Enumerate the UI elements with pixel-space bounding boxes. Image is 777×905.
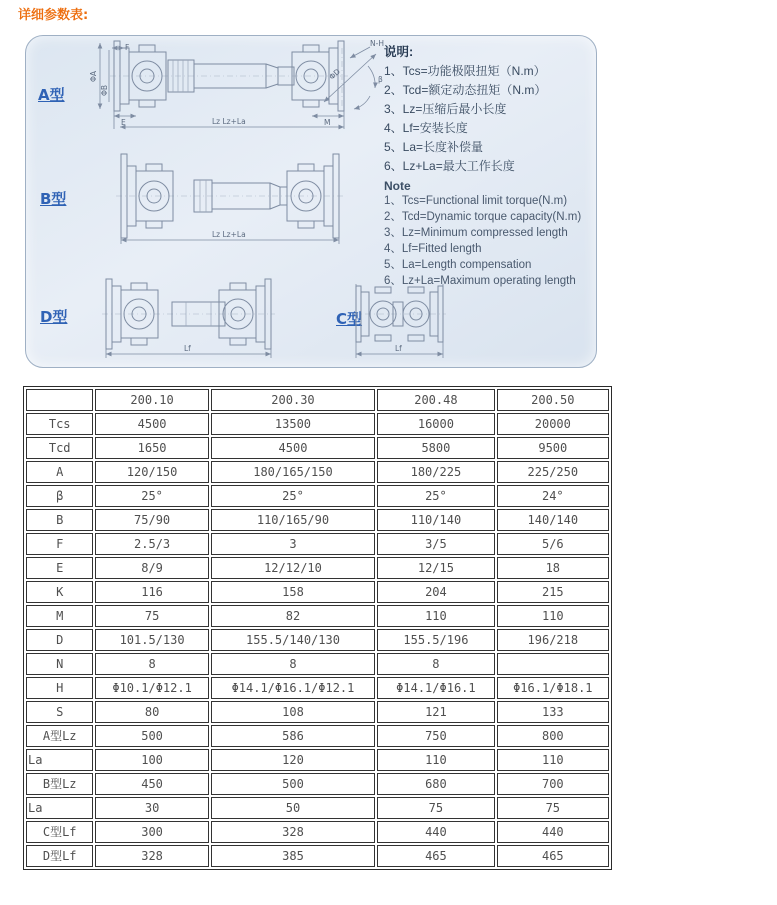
svg-text:Lz Lz+La: Lz Lz+La — [212, 117, 246, 126]
svg-text:M: M — [324, 118, 331, 127]
value-cell — [497, 653, 609, 675]
note-line-en: 5、La=Length compensation — [384, 259, 532, 271]
value-cell: 4500 — [95, 413, 208, 435]
row-label: M — [26, 605, 93, 627]
table-row — [26, 677, 609, 699]
value-cell: 180/225 — [377, 461, 494, 483]
value-cell: 25° — [211, 485, 375, 507]
notes-block — [384, 42, 592, 289]
shaft-drawing-c — [352, 286, 446, 342]
value-cell: 450 — [95, 773, 208, 795]
column-header: 200.30 — [211, 389, 375, 411]
row-label: B — [26, 509, 93, 531]
value-cell: 385 — [211, 845, 375, 867]
value-cell: 30 — [95, 797, 208, 819]
table-row — [26, 701, 609, 723]
row-label: Tcs — [26, 413, 93, 435]
notes-en-title: Note — [384, 179, 411, 193]
svg-text:F: F — [125, 43, 130, 52]
value-cell: 5/6 — [497, 533, 609, 555]
row-label: A型Lz — [26, 725, 93, 747]
value-cell: 5800 — [377, 437, 494, 459]
value-cell: 8/9 — [95, 557, 208, 579]
value-cell: 25° — [377, 485, 494, 507]
value-cell: 440 — [377, 821, 494, 843]
svg-text:ΦA: ΦA — [89, 70, 98, 82]
table-row — [26, 437, 609, 459]
value-cell: 116 — [95, 581, 208, 603]
value-cell: 110/165/90 — [211, 509, 375, 531]
value-cell: 3 — [211, 533, 375, 555]
table-row — [26, 845, 609, 867]
value-cell: 110 — [377, 605, 494, 627]
shaft-drawing-b — [116, 154, 344, 238]
note-line-en: 2、Tcd=Dynamic torque capacity(N.m) — [384, 211, 582, 223]
value-cell: 440 — [497, 821, 609, 843]
row-label: A — [26, 461, 93, 483]
value-cell: 133 — [497, 701, 609, 723]
type-label-b: B型 — [40, 190, 67, 208]
row-label: Tcd — [26, 437, 93, 459]
type-label-a: A型 — [38, 86, 65, 104]
svg-text:Lf: Lf — [184, 344, 191, 353]
value-cell: Φ10.1/Φ12.1 — [95, 677, 208, 699]
value-cell: 25° — [95, 485, 208, 507]
value-cell: 80 — [95, 701, 208, 723]
row-label: D型Lf — [26, 845, 93, 867]
table-row — [26, 773, 609, 795]
value-cell: 328 — [211, 821, 375, 843]
value-cell: 328 — [95, 845, 208, 867]
value-cell: 158 — [211, 581, 375, 603]
value-cell: 100 — [95, 749, 208, 771]
type-label-c: C型 — [336, 310, 363, 328]
note-line-cn: 6、Lz+La=最大工作长度 — [384, 159, 515, 173]
value-cell: 12/15 — [377, 557, 494, 579]
value-cell: 24° — [497, 485, 609, 507]
notes-en-list — [384, 193, 592, 289]
column-header: 200.50 — [497, 389, 609, 411]
row-label: D — [26, 629, 93, 651]
value-cell: 110 — [497, 605, 609, 627]
value-cell: 196/218 — [497, 629, 609, 651]
page-title: 详细参数表: — [18, 8, 89, 23]
shaft-d-dimensions — [106, 281, 271, 358]
svg-text:β: β — [378, 75, 383, 84]
diagram-panel — [25, 35, 597, 368]
value-cell: 680 — [377, 773, 494, 795]
note-line-cn: 4、Lf=安装长度 — [384, 121, 468, 135]
note-line-en: 3、Lz=Minimum compressed length — [384, 227, 568, 239]
notes-cn-title: 说明: — [384, 45, 414, 59]
value-cell: 800 — [497, 725, 609, 747]
value-cell: 101.5/130 — [95, 629, 208, 651]
value-cell: 110/140 — [377, 509, 494, 531]
value-cell: 204 — [377, 581, 494, 603]
table-row — [26, 461, 609, 483]
value-cell: Φ16.1/Φ18.1 — [497, 677, 609, 699]
value-cell: 18 — [497, 557, 609, 579]
corner-cell — [26, 389, 93, 411]
value-cell: 108 — [211, 701, 375, 723]
value-cell: 75 — [95, 605, 208, 627]
value-cell: 50 — [211, 797, 375, 819]
row-label: S — [26, 701, 93, 723]
table-row — [26, 509, 609, 531]
row-label: F — [26, 533, 93, 555]
value-cell: 16000 — [377, 413, 494, 435]
value-cell: 215 — [497, 581, 609, 603]
parameter-table-body — [26, 413, 609, 867]
value-cell: 500 — [95, 725, 208, 747]
row-label: H — [26, 677, 93, 699]
value-cell: 8 — [95, 653, 208, 675]
note-line-cn: 5、La=长度补偿量 — [384, 140, 484, 154]
svg-text:ΦD: ΦD — [327, 66, 343, 82]
value-cell: 20000 — [497, 413, 609, 435]
row-label: β — [26, 485, 93, 507]
value-cell: 2.5/3 — [95, 533, 208, 555]
column-header: 200.48 — [377, 389, 494, 411]
value-cell: 180/165/150 — [211, 461, 375, 483]
note-line-en: 1、Tcs=Functional limit torque(N.m) — [384, 195, 568, 207]
value-cell: 4500 — [211, 437, 375, 459]
value-cell: 155.5/196 — [377, 629, 494, 651]
value-cell: 465 — [497, 845, 609, 867]
table-row — [26, 797, 609, 819]
row-label: E — [26, 557, 93, 579]
note-line-cn: 3、Lz=压缩后最小长度 — [384, 102, 507, 116]
table-row — [26, 749, 609, 771]
table-row — [26, 557, 609, 579]
value-cell: Φ14.1/Φ16.1/Φ12.1 — [211, 677, 375, 699]
table-row — [26, 413, 609, 435]
value-cell: 82 — [211, 605, 375, 627]
value-cell: 700 — [497, 773, 609, 795]
row-label: La — [26, 797, 93, 819]
value-cell: 75 — [377, 797, 494, 819]
flange-angle-detail — [324, 39, 384, 109]
value-cell: 140/140 — [497, 509, 609, 531]
svg-text:N-H: N-H — [370, 39, 384, 48]
table-row — [26, 581, 609, 603]
row-label: B型Lz — [26, 773, 93, 795]
table-row — [26, 653, 609, 675]
value-cell: 8 — [211, 653, 375, 675]
svg-text:ΦB: ΦB — [100, 84, 109, 96]
table-row — [26, 485, 609, 507]
table-row — [26, 821, 609, 843]
value-cell: 120/150 — [95, 461, 208, 483]
note-line-cn: 1、Tcs=功能极限扭矩（N.m） — [384, 64, 546, 78]
row-label: La — [26, 749, 93, 771]
shaft-drawing-a — [110, 41, 348, 111]
value-cell: 12/12/10 — [211, 557, 375, 579]
svg-text:Lf: Lf — [395, 344, 402, 353]
table-header-row — [26, 389, 609, 411]
value-cell: 300 — [95, 821, 208, 843]
table-row — [26, 533, 609, 555]
value-cell: 110 — [497, 749, 609, 771]
value-cell: Φ14.1/Φ16.1 — [377, 677, 494, 699]
table-row — [26, 725, 609, 747]
table-row — [26, 629, 609, 651]
value-cell: 75 — [497, 797, 609, 819]
row-label: K — [26, 581, 93, 603]
note-line-en: 6、Lz+La=Maximum operating length — [384, 275, 576, 287]
value-cell: 750 — [377, 725, 494, 747]
value-cell: 465 — [377, 845, 494, 867]
column-header: 200.10 — [95, 389, 208, 411]
table-row — [26, 605, 609, 627]
parameter-table — [23, 386, 612, 870]
value-cell: 1650 — [95, 437, 208, 459]
value-cell: 8 — [377, 653, 494, 675]
value-cell: 155.5/140/130 — [211, 629, 375, 651]
notes-cn-list — [384, 62, 592, 176]
shaft-b-dimensions — [121, 154, 339, 244]
value-cell: 121 — [377, 701, 494, 723]
note-line-en: 4、Lf=Fitted length — [384, 243, 482, 255]
value-cell: 120 — [211, 749, 375, 771]
type-label-d: D型 — [40, 308, 68, 326]
shaft-drawing-d — [102, 279, 275, 349]
svg-text:Lz Lz+La: Lz Lz+La — [212, 230, 246, 239]
value-cell: 9500 — [497, 437, 609, 459]
value-cell: 586 — [211, 725, 375, 747]
svg-text:E: E — [121, 118, 126, 127]
value-cell: 110 — [377, 749, 494, 771]
value-cell: 3/5 — [377, 533, 494, 555]
value-cell: 225/250 — [497, 461, 609, 483]
row-label: N — [26, 653, 93, 675]
value-cell: 500 — [211, 773, 375, 795]
value-cell: 13500 — [211, 413, 375, 435]
shaft-a-dimensions — [89, 43, 344, 129]
row-label: C型Lf — [26, 821, 93, 843]
value-cell: 75/90 — [95, 509, 208, 531]
note-line-cn: 2、Tcd=额定动态扭矩（N.m） — [384, 83, 547, 97]
